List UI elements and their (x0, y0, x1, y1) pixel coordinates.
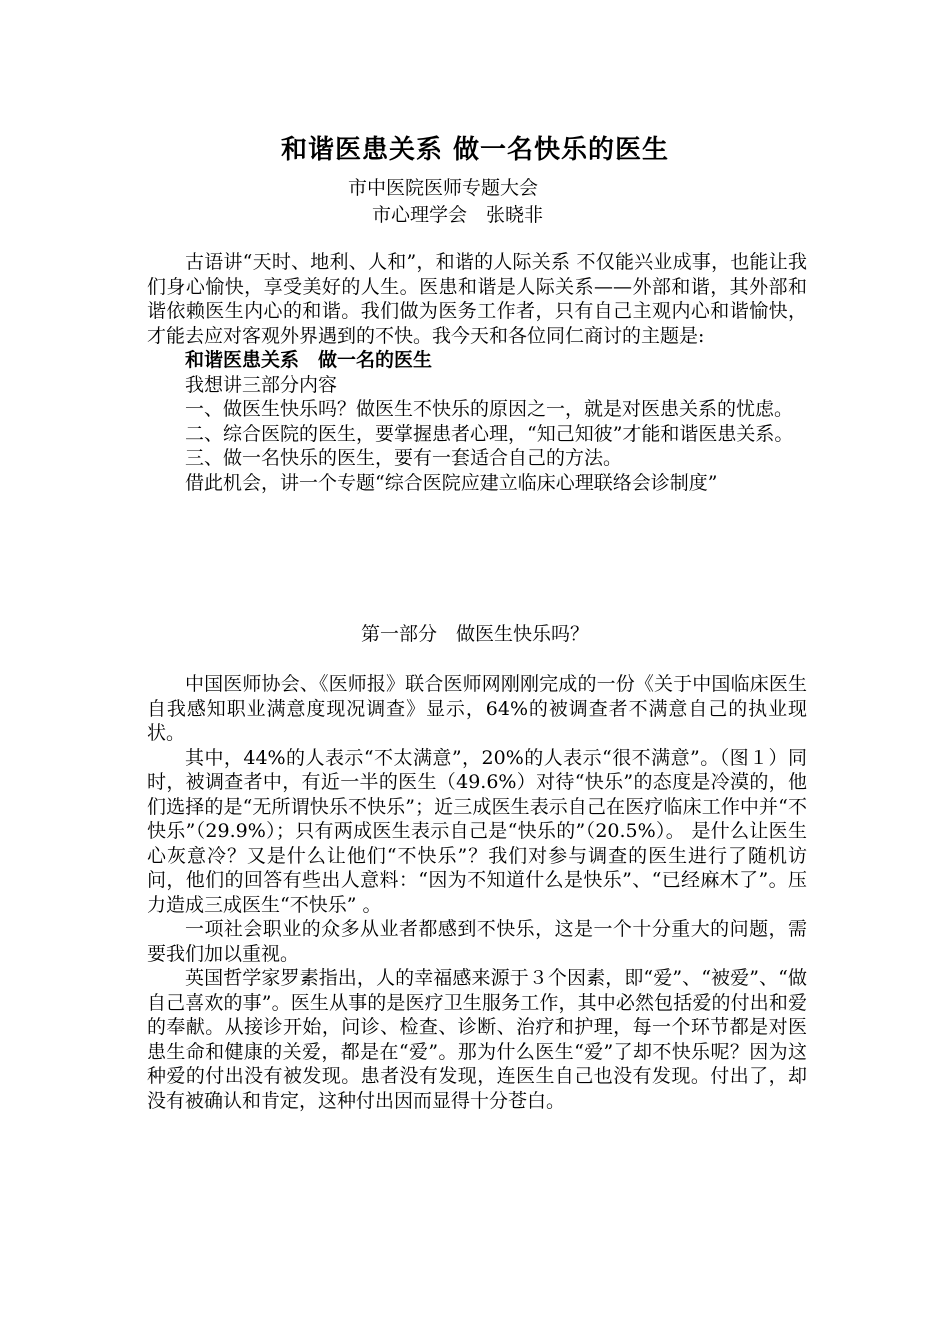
part1-section (147, 672, 807, 1113)
intro-paragraph: 古语讲“天时、地利、人和”，和谐的人际关系 不仅能兴业成事，也能让我们身心愉快，享受美好的人生。医患和谐是人际关系——外部和谐，其外部和谐依赖医生内心的和谐。我们做为医务工作者，只有自己主观内心和谐愉快，才能去应对客观外界遇到的不快。我今天和各位同仁商讨的主题是: (147, 251, 807, 347)
intro-section (147, 250, 807, 495)
intro-list-item: 三、做一名快乐的医生，要有一套适合自己的方法。 (185, 447, 623, 469)
document-title: 和谐医患关系 做一名快乐的医生 (280, 135, 670, 165)
intro-subheading: 和谐医患关系 做一名的医生 (185, 349, 433, 371)
part1-paragraph: 一项社会职业的众多从业者都感到不快乐，这是一个十分重大的问题，需要我们加以重视。 (147, 918, 807, 965)
section-heading: 第一部分 做医生快乐吗？ (360, 623, 589, 645)
part1-paragraph: 其中，44%的人表示“不太满意”，20%的人表示“很不满意”。（图１）同时，被调查者中，有近一半的医生（49.6%）对待“快乐”的态度是冷漠的，他们选择的是“无所谓快乐不快乐”；近三成医生表示自己在医疗临床工作中并“不快乐”（29.9%）；只有两成医生表示自己是“快乐的”（20.5%）。 是什么让医生心灰意冷？又是什么让他们“不快乐”？我们对参与调查的医生进行了随机访问，他们的回答有些出人意料：“因为不知道什么是快乐”、“已经麻木了”。压力造成三成医生“不快乐” 。 (147, 746, 807, 916)
part1-paragraph: 英国哲学家罗素指出，人的幸福感来源于３个因素，即“爱”、“被爱”、“做自己喜欢的事”。医生从事的是医疗卫生服务工作，其中必然包括爱的付出和爱的奉献。从接诊开始，问诊、检查、诊断、治疗和护理，每一个环节都是对医患生命和健康的关爱，都是在“爱”。那为什么医生“爱”了却不快乐呢？因为这种爱的付出没有被发现。患者没有发现，连医生自己也没有发现。付出了，却没有被确认和肯定，这种付出因而显得十分苍白。 (147, 967, 807, 1112)
intro-list-item: 二、综合医院的医生，要掌握患者心理，“知己知彼”才能和谐医患关系。 (185, 422, 794, 445)
byline-author: 市心理学会 张晓非 (372, 204, 544, 226)
part1-paragraph: 中国医师协会、《医师报》联合医师网刚刚完成的一份《关于中国临床医生自我感知职业满意度现况调查》显示，64%的被调查者不满意自己的执业现状。 (147, 673, 807, 744)
intro-paragraph: 我想讲三部分内容 (185, 373, 338, 396)
byline-organization: 市中医院医师专题大会 (348, 177, 539, 199)
intro-paragraph: 借此机会，讲一个专题“综合医院应建立临床心理联络会诊制度” (185, 471, 718, 494)
intro-list-item: 一、做医生快乐吗？做医生不快乐的原因之一，就是对医患关系的忧虑。 (185, 398, 794, 420)
